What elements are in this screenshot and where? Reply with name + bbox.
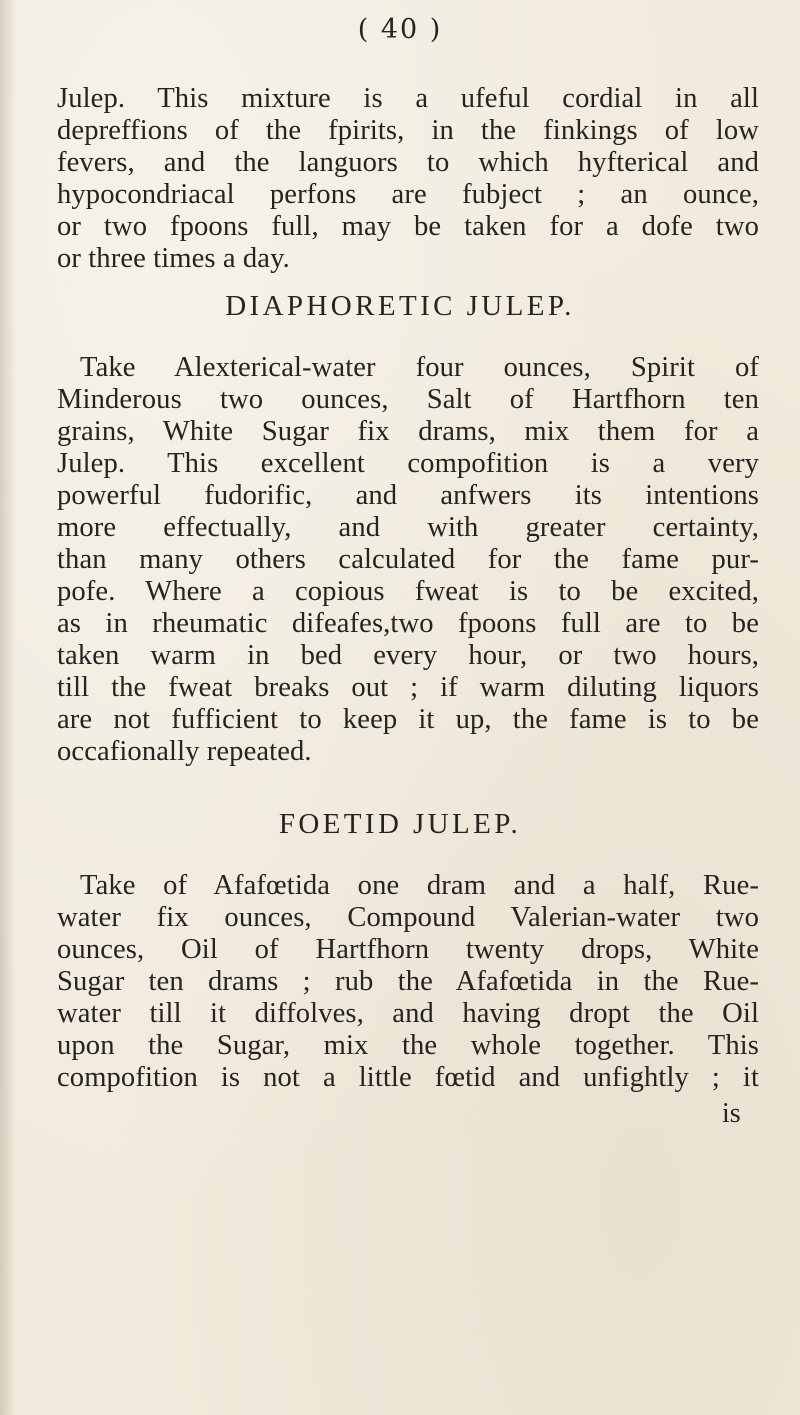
text-line: pofe. Where a copious fweat is to be excited, xyxy=(57,576,759,607)
text-line: taken warm in bed every hour, or two hours, xyxy=(57,640,759,671)
text-line: water till it diffolves, and having dropt the Oil xyxy=(57,998,759,1029)
text-line: Take of Afafœtida one dram and a half, Rue- xyxy=(80,870,759,901)
text-line: ounces, Oil of Hartfhorn twenty drops, White xyxy=(57,934,759,965)
text-line: powerful fudorific, and anfwers its intentions xyxy=(57,480,759,511)
page-number: ( 40 ) xyxy=(357,14,443,45)
text-line: Julep. This mixture is a ufeful cordial in all xyxy=(57,83,759,114)
catchword: is xyxy=(722,1098,741,1129)
text-line: more effectually, and with greater certainty, xyxy=(57,512,759,543)
text-line: or two fpoons full, may be taken for a dofe two xyxy=(57,211,759,242)
heading-foetid-julep: FOETID JULEP. xyxy=(278,808,522,840)
text-line: fevers, and the languors to which hyfterical and xyxy=(57,147,759,178)
text-line: Take Alexterical-water four ounces, Spirit of xyxy=(80,352,759,383)
text-line: grains, White Sugar fix drams, mix them for a xyxy=(57,416,759,447)
text-line: or three times a day. xyxy=(57,243,290,274)
text-line: Sugar ten drams ; rub the Afafœtida in the Rue- xyxy=(57,966,759,997)
text-line: compofition is not a little fœtid and unfightly ; it xyxy=(57,1062,759,1093)
text-line: than many others calculated for the fame pur- xyxy=(57,544,759,575)
paragraph-foetid-julep xyxy=(57,870,759,1094)
text-line: water fix ounces, Compound Valerian-water two xyxy=(57,902,759,933)
text-line: as in rheumatic difeafes,two fpoons full are to be xyxy=(57,608,759,639)
text-line: depreffions of the fpirits, in the finkings of low xyxy=(57,115,759,146)
text-line: upon the Sugar, mix the whole together. This xyxy=(57,1030,759,1061)
text-line: till the fweat breaks out ; if warm diluting liquors xyxy=(57,672,759,703)
paragraph-julep-continuation xyxy=(57,83,759,275)
text-line: Julep. This excellent compofition is a very xyxy=(57,448,759,479)
paragraph-diaphoretic-julep xyxy=(57,352,759,768)
text-line: Minderous two ounces, Salt of Hartfhorn ten xyxy=(57,384,759,415)
text-line: hypocondriacal perfons are fubject ; an ounce, xyxy=(57,179,759,210)
heading-diaphoretic-julep: DIAPHORETIC JULEP. xyxy=(225,290,575,322)
page-gutter-shadow xyxy=(0,0,16,1415)
text-line: are not fufficient to keep it up, the fame is to be xyxy=(57,704,759,735)
text-line: occafionally repeated. xyxy=(57,736,312,767)
